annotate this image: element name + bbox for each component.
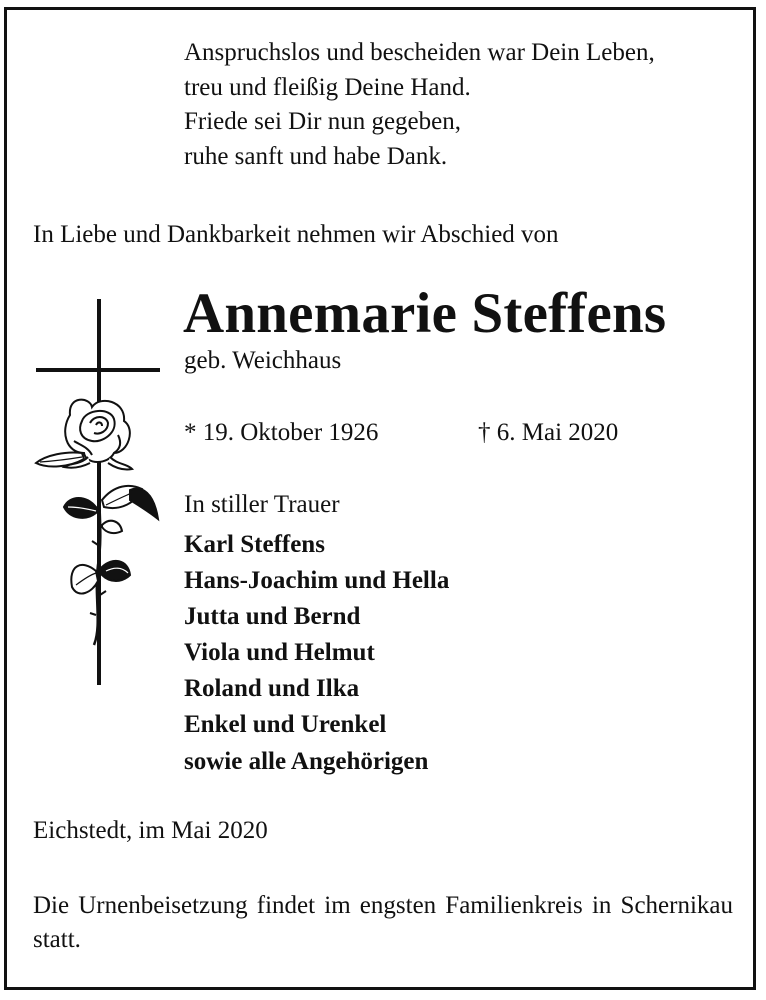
- mourner-name: Jutta und Bernd: [184, 603, 361, 631]
- mourner-name: Viola und Helmut: [184, 639, 375, 667]
- mourner-name: sowie alle Angehörigen: [184, 747, 429, 775]
- place-and-date: Eichstedt, im Mai 2020: [33, 817, 268, 844]
- death-date: † 6. Mai 2020: [478, 419, 619, 446]
- birth-date: * 19. Oktober 1926: [184, 419, 379, 446]
- memorial-poem: [184, 36, 655, 174]
- cross-with-rose-icon: [30, 295, 165, 690]
- mourners-list: [184, 527, 449, 780]
- poem-line: Friede sei Dir nun gegeben,: [184, 108, 462, 135]
- poem-line: Anspruchslos und bescheiden war Dein Leben,: [184, 39, 655, 66]
- deceased-name: Annemarie Steffens: [183, 282, 667, 345]
- mourner-name: Roland und Ilka: [184, 675, 360, 703]
- poem-line: ruhe sanft und habe Dank.: [184, 142, 448, 170]
- mourner-name: Karl Steffens: [184, 531, 325, 558]
- mourning-heading: In stiller Trauer: [184, 491, 340, 518]
- burial-notice: Die Urnenbeisetzung findet im engsten Familienkreis in Schernikau statt.: [33, 892, 733, 953]
- poem-line: treu und fleißig Deine Hand.: [184, 73, 471, 101]
- mourner-name: Hans-Joachim und Hella: [184, 567, 450, 595]
- farewell-intro: In Liebe und Dankbarkeit nehmen wir Abschied von: [33, 221, 559, 248]
- maiden-name: geb. Weichhaus: [184, 347, 342, 374]
- mourner-name: Enkel und Urenkel: [184, 711, 387, 739]
